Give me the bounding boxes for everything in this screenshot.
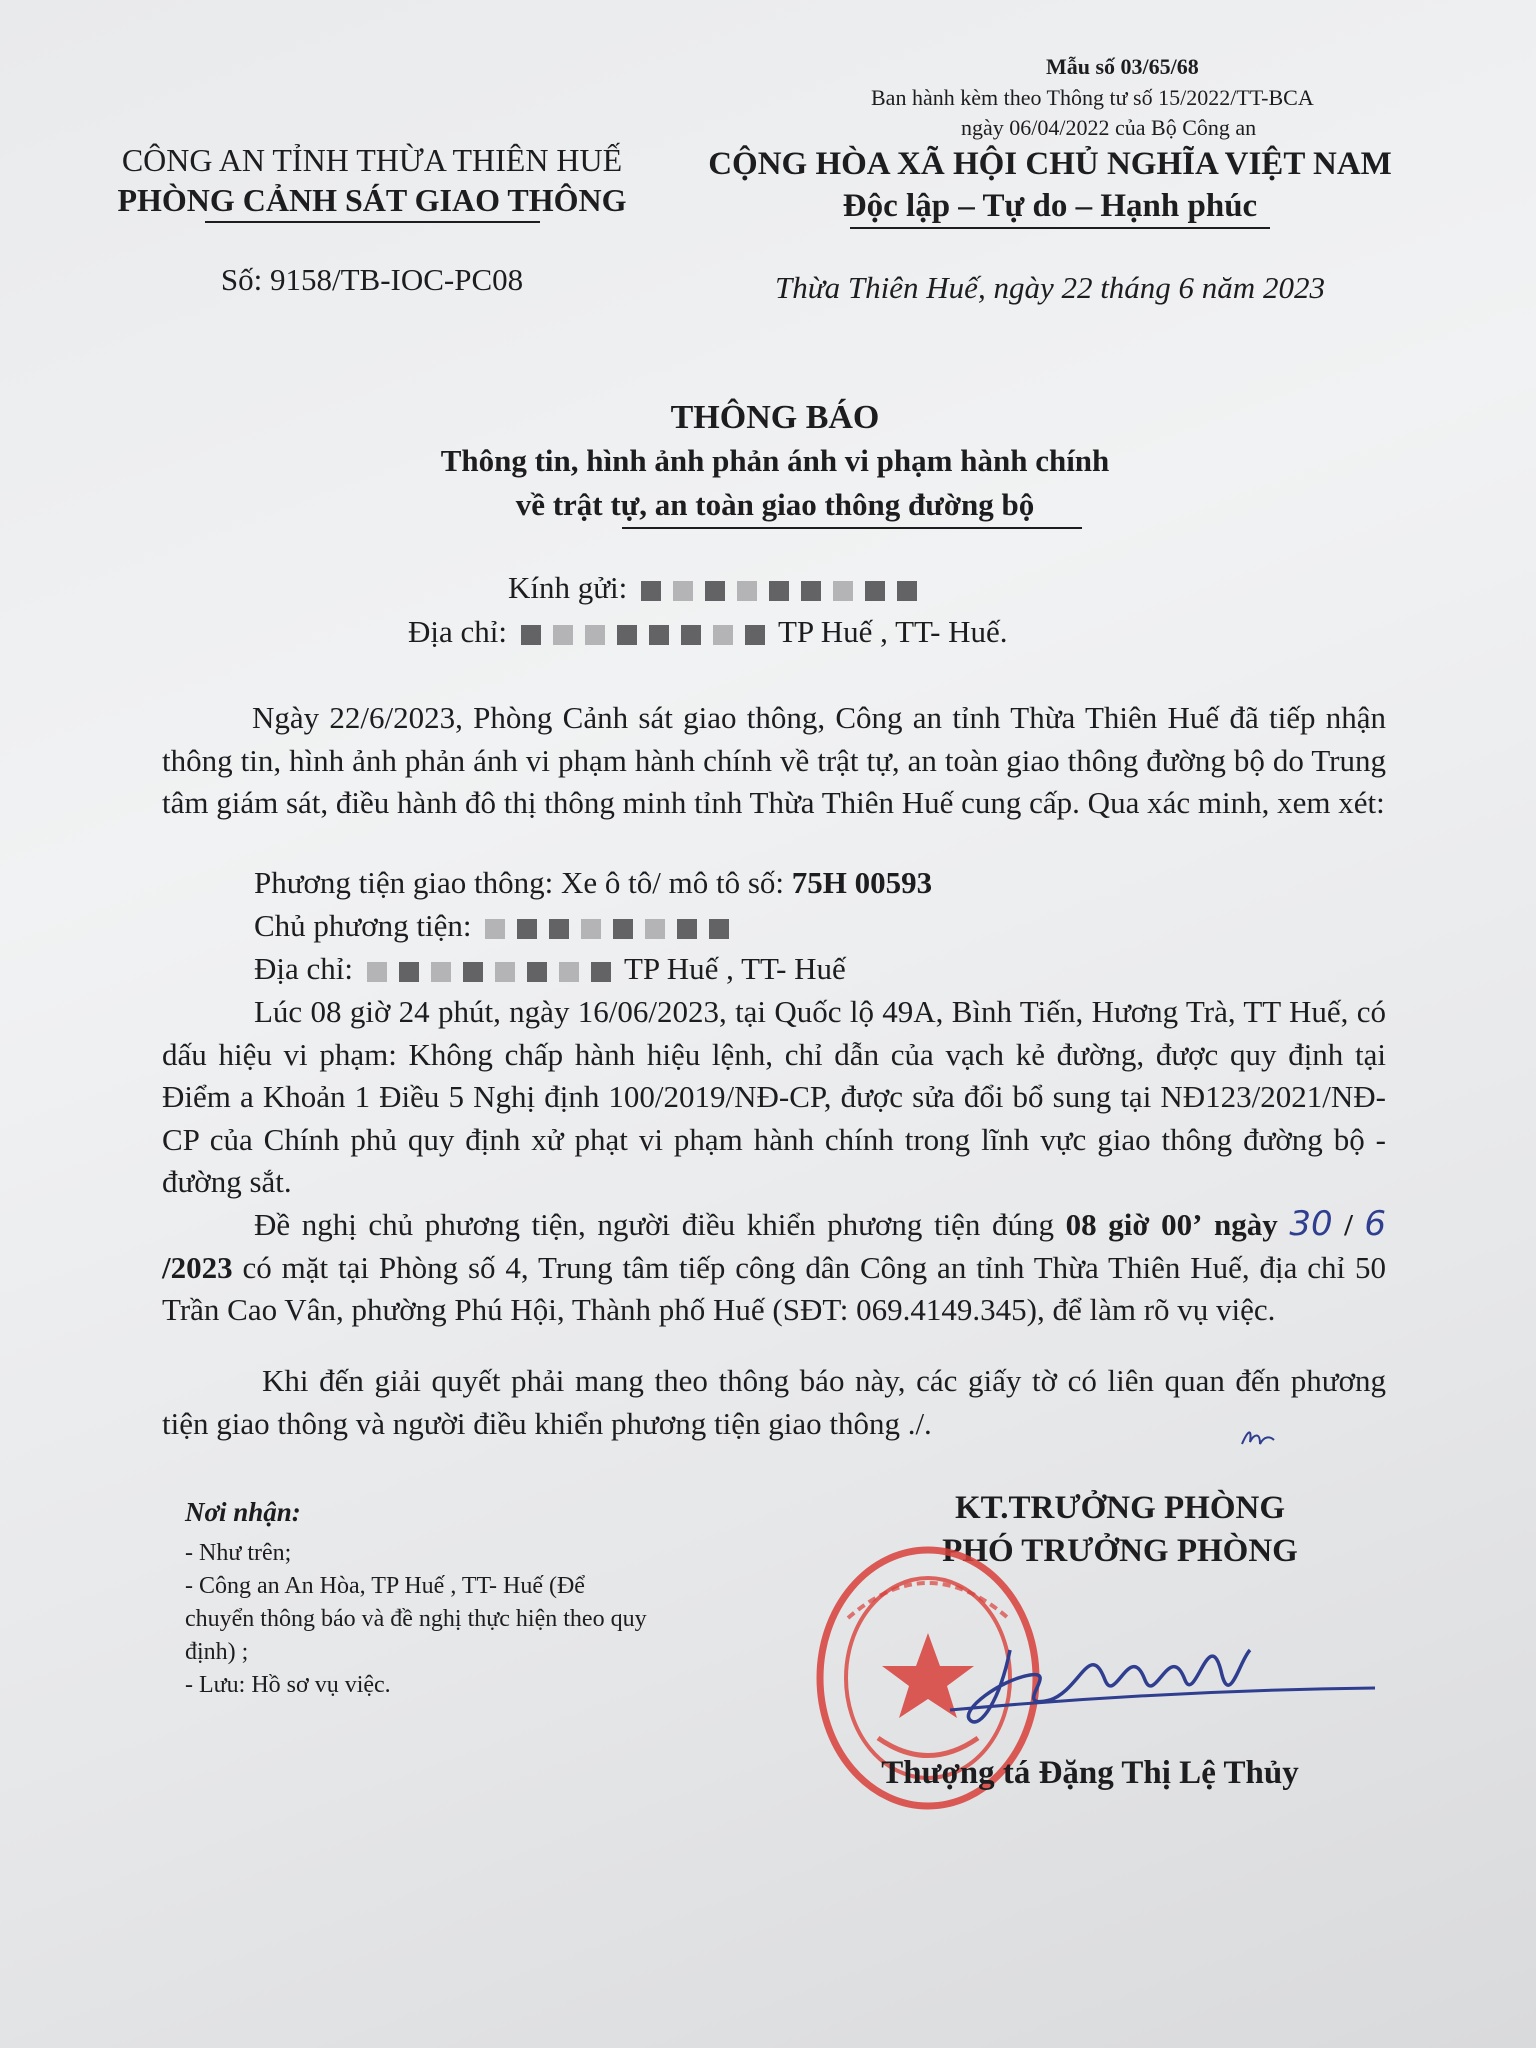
owner-label: Chủ phương tiện: xyxy=(254,908,472,943)
recipients-heading: Nơi nhận: xyxy=(185,1497,301,1527)
redacted-owner-name xyxy=(479,908,735,943)
recipient-address-line xyxy=(408,614,1008,650)
owner-address-line xyxy=(254,951,846,987)
recipients-item: - Lưu: Hồ sơ vụ việc. xyxy=(185,1672,391,1698)
form-code: Mẫu số 03/65/68 xyxy=(1046,54,1199,79)
owner-line xyxy=(254,908,735,944)
appointment-day-label: ngày xyxy=(1214,1207,1278,1242)
motto: Độc lập – Tự do – Hạnh phúc xyxy=(842,188,1258,224)
body-paragraph-instructions: Khi đến giải quyết phải mang theo thông báo này, các giấy tờ có liên quan đến phương tiện giao thông và người điều khiển phương tiện giao thông ./. xyxy=(162,1363,1386,1441)
document-title: THÔNG BÁO xyxy=(670,399,880,436)
recipient-label: Kính gửi: xyxy=(508,570,628,605)
appointment-time: 08 giờ 00’ xyxy=(1065,1207,1203,1242)
recipients-item: định) ; xyxy=(185,1639,249,1665)
signature-title-1: KT.TRƯỞNG PHÒNG xyxy=(955,1490,1285,1526)
form-issued-date: ngày 06/04/2022 của Bộ Công an xyxy=(961,115,1257,140)
vehicle-label: Phương tiện giao thông: Xe ô tô/ mô tô số: xyxy=(254,865,785,900)
initials-mark xyxy=(1238,1422,1278,1452)
redacted-recipient-address xyxy=(515,614,778,649)
handwritten-day: 30 xyxy=(1289,1204,1333,1244)
redacted-recipient-name xyxy=(635,570,923,605)
body-paragraph-intro: Ngày 22/6/2023, Phòng Cảnh sát giao thông, Công an tỉnh Thừa Thiên Huế đã tiếp nhận thông tin, hình ảnh phản ánh vi phạm hành chính về trật tự, an toàn giao thông đường bộ do Trung tâm giám sát, điều hành đô thị thông minh tỉnh Thừa Thiên Huế cung cấp. Qua xác minh, xem xét: xyxy=(162,700,1386,820)
summons-text-pre: Đề nghị chủ phương tiện, người điều khiển phương tiện đúng xyxy=(254,1207,1055,1242)
owner-address-suffix: TP Huế , TT- Huế xyxy=(623,951,846,986)
recipient-address-label: Địa chỉ: xyxy=(408,614,507,649)
vehicle-line xyxy=(254,865,932,901)
department-underline xyxy=(205,221,540,223)
signature-title-2: PHÓ TRƯỞNG PHÒNG xyxy=(942,1533,1298,1569)
document-subtitle-2: về trật tự, an toàn giao thông đường bộ xyxy=(515,487,1035,522)
handwritten-signature xyxy=(940,1580,1380,1740)
handwritten-month: 6 xyxy=(1364,1204,1387,1244)
document-subtitle-1: Thông tin, hình ảnh phản ánh vi phạm hành chính xyxy=(440,443,1110,478)
signer-name: Thượng tá Đặng Thị Lệ Thủy xyxy=(881,1755,1299,1791)
department-name: PHÒNG CẢNH SÁT GIAO THÔNG xyxy=(117,182,627,218)
date-slash: / xyxy=(1344,1207,1353,1242)
motto-underline xyxy=(850,227,1270,229)
appointment-year: /2023 xyxy=(162,1249,233,1285)
title-underline xyxy=(622,527,1082,529)
recipient-line xyxy=(508,570,923,606)
body-paragraph-violation: Lúc 08 giờ 24 phút, ngày 16/06/2023, tại Quốc lộ 49A, Bình Tiến, Hương Trà, TT Huế, có dấu hiệu vi phạm: Không chấp hành hiệu lệnh, chỉ dẫn của vạch kẻ đường, được quy định tại Điểm a Khoản 1 Điều 5 Nghị định 100/2019/NĐ-CP, được sửa đổi bổ sung tại NĐ123/2021/NĐ-CP của Chính phủ quy định xử phạt vi phạm hành chính trong lĩnh vực giao thông đường bộ - đường sắt. xyxy=(162,994,1386,1199)
document-number: Số: 9158/TB-IOC-PC08 xyxy=(220,262,524,297)
recipients-item: - Như trên; xyxy=(185,1540,292,1566)
recipients-item: chuyển thông báo và đề nghị thực hiện theo quy xyxy=(185,1606,647,1632)
body-paragraph-summons xyxy=(162,1203,1386,1332)
license-plate: 75H 00593 xyxy=(791,865,933,900)
recipients-list xyxy=(185,1537,647,1702)
recipients-item: - Công an An Hòa, TP Huế , TT- Huế (Để xyxy=(185,1573,585,1599)
country-name: CỘNG HÒA XÃ HỘI CHỦ NGHĨA VIỆT NAM xyxy=(708,146,1392,182)
redacted-owner-address xyxy=(361,951,624,986)
form-issued-with: Ban hành kèm theo Thông tư số 15/2022/TT-BCA xyxy=(871,85,1314,110)
recipient-address-suffix: TP Huế , TT- Huế. xyxy=(777,614,1008,649)
issue-date: Thừa Thiên Huế, ngày 22 tháng 6 năm 2023 xyxy=(775,270,1325,305)
agency-name: CÔNG AN TỈNH THỪA THIÊN HUẾ xyxy=(121,142,623,178)
summons-text-post: có mặt tại Phòng số 4, Trung tâm tiếp công dân Công an tỉnh Thừa Thiên Huế, địa chỉ 50 Trần Cao Vân, phường Phú Hội, Thành phố Huế (SĐT: 069.4149.345), để làm rõ vụ việc. xyxy=(162,1249,1386,1327)
owner-address-label: Địa chỉ: xyxy=(254,951,353,986)
